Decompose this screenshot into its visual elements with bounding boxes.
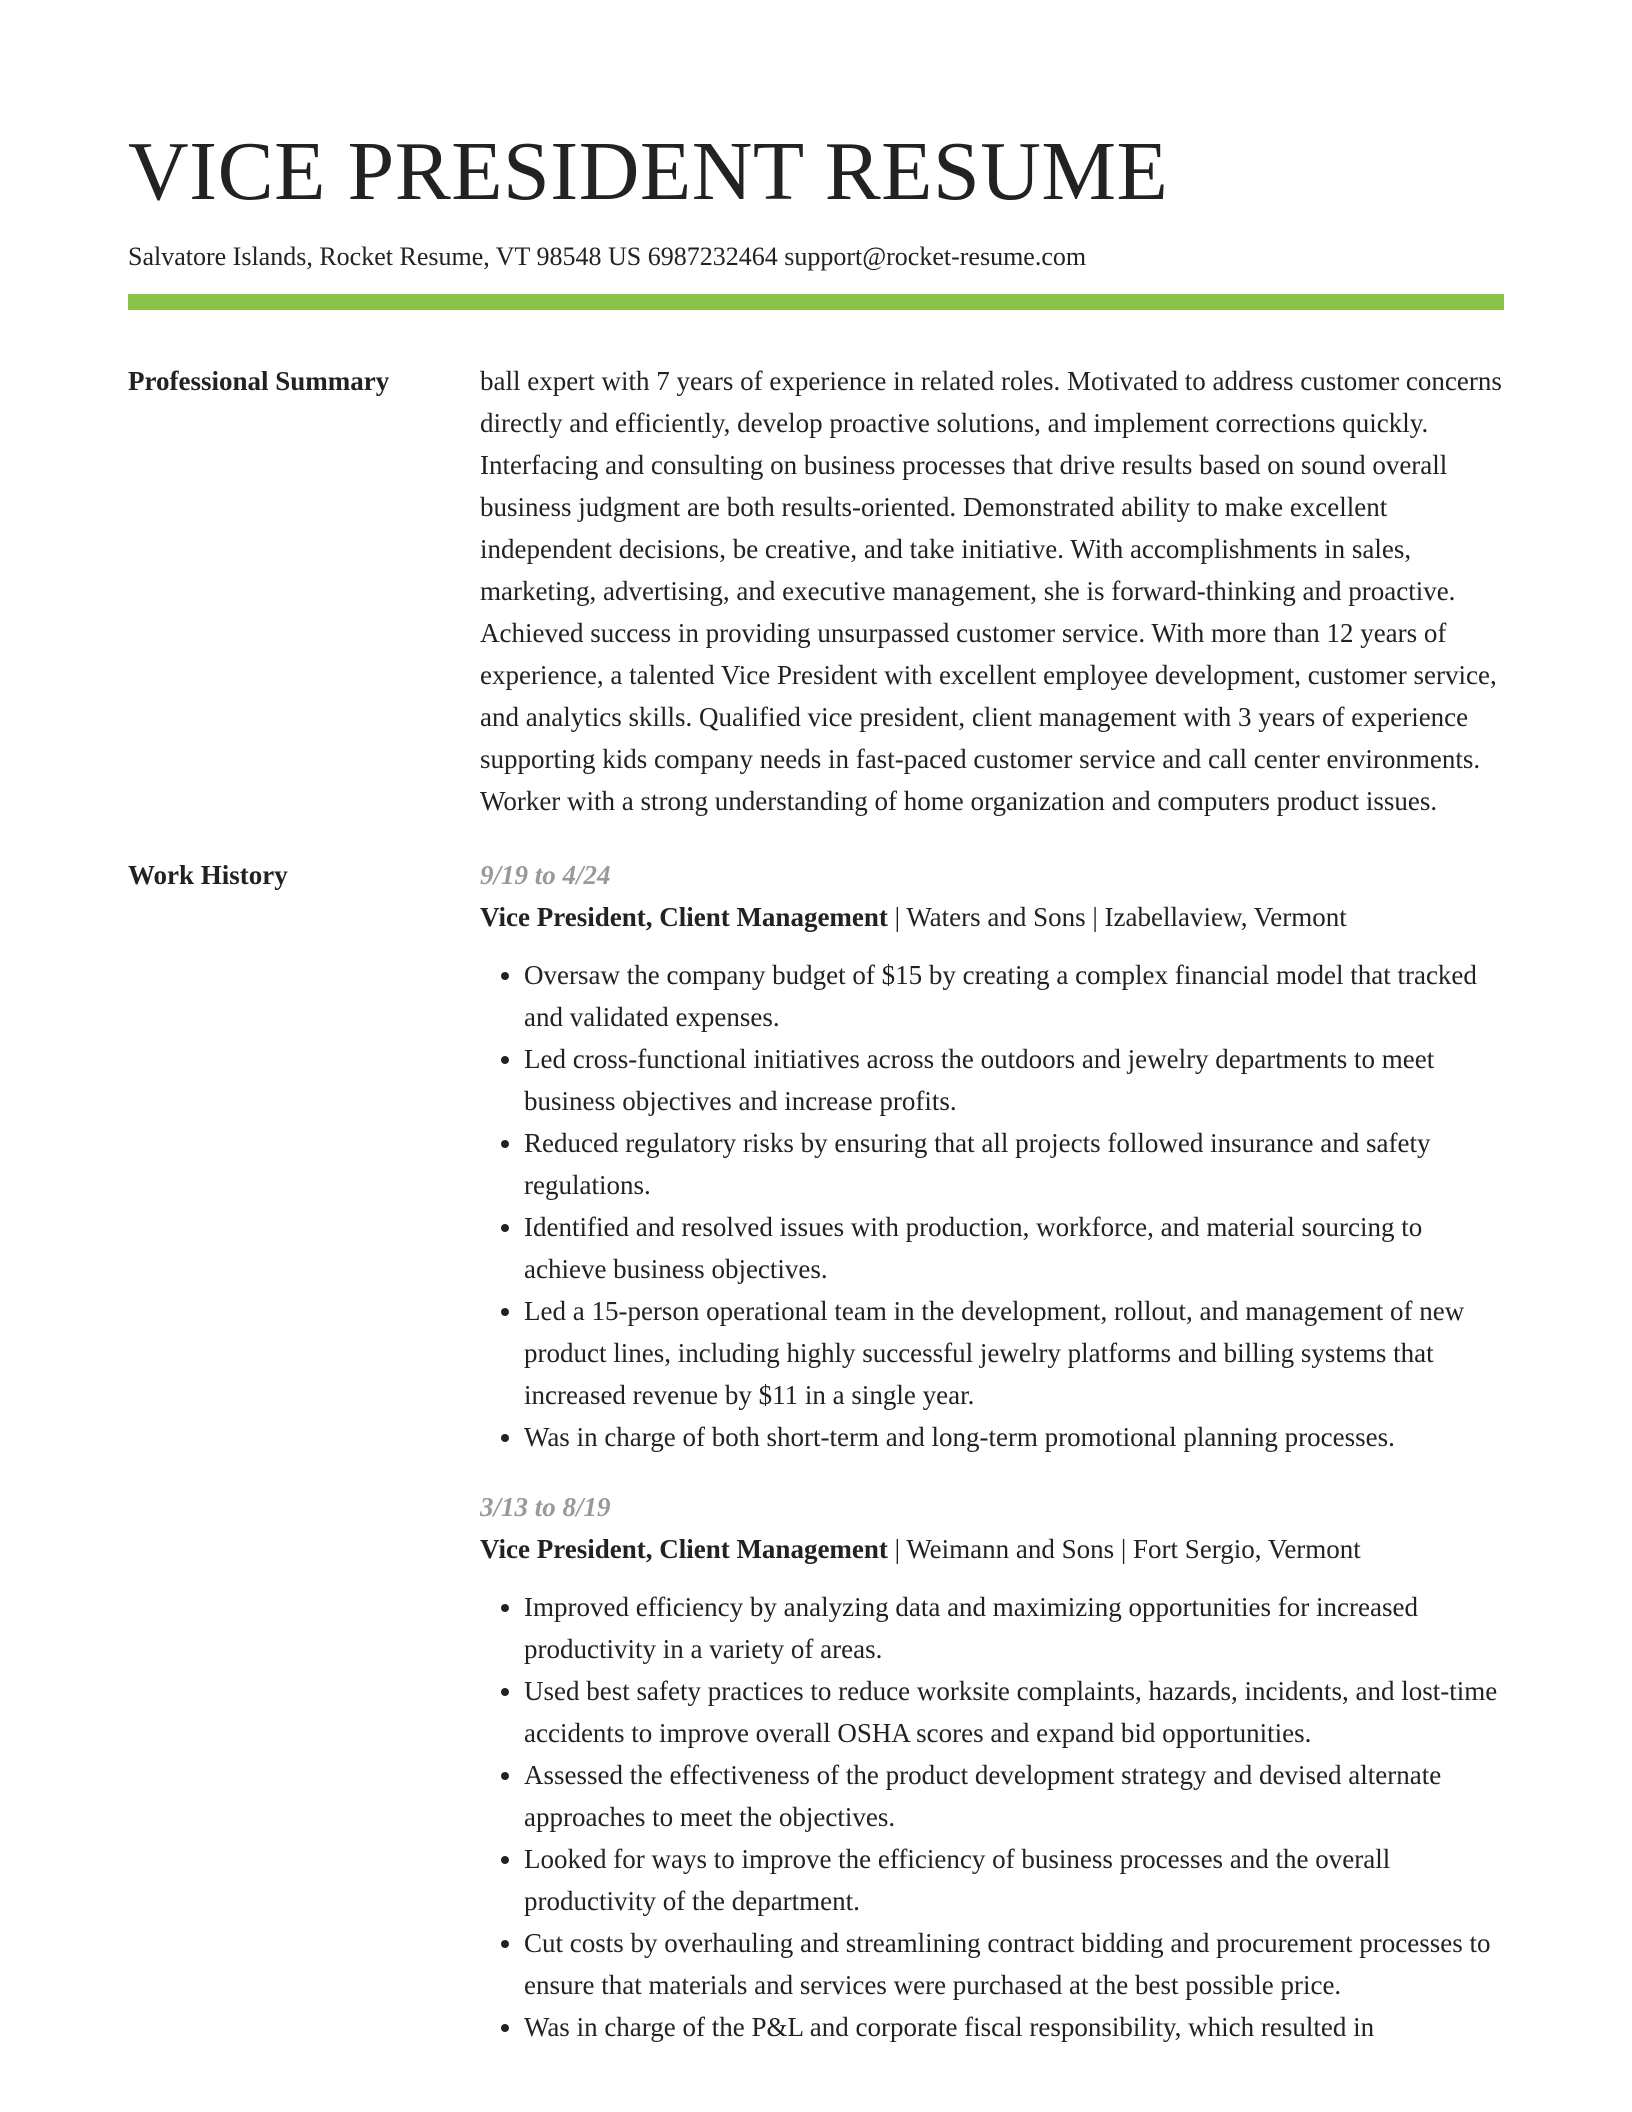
contact-line: Salvatore Islands, Rocket Resume, VT 98548 US 6987232464 support@rocket-resume.com — [128, 242, 1087, 271]
job-heading — [480, 896, 1504, 938]
job-bullet: • Looked for ways to improve the efficiency of business processes and the overall productivity of the department. — [524, 1838, 1504, 1922]
job-bullet: • Cut costs by overhauling and streamlining contract bidding and procurement processes to ensure that materials and services were purchased at the best possible price. — [524, 1922, 1504, 2006]
resume-title: VICE PRESIDENT RESUME — [128, 125, 1169, 218]
job-company-location: | Waters and Sons | Izabellaview, Vermont — [887, 902, 1347, 932]
job-title: Vice President, Client Management — [480, 1534, 888, 1564]
job-bullet: • Assessed the effectiveness of the product development strategy and devised alternate approaches to meet the objectives. — [524, 1754, 1504, 1838]
job-bullet: • Was in charge of the P&L and corporate fiscal responsibility, which resulted in — [524, 2006, 1504, 2048]
job-title: Vice President, Client Management — [480, 902, 888, 932]
job-bullet: • Led a 15-person operational team in the development, rollout, and management of new product lines, including highly successful jewelry platforms and billing systems that increased revenue by $11 in a single year. — [524, 1290, 1504, 1416]
section-label-work-history: Work History — [128, 860, 288, 890]
job-bullet: • Was in charge of both short-term and long-term promotional planning processes. — [524, 1416, 1504, 1458]
job-bullet: • Improved efficiency by analyzing data and maximizing opportunities for increased productivity in a variety of areas. — [524, 1586, 1504, 1670]
job-dates: 9/19 to 4/24 — [480, 860, 611, 890]
summary-text: ball expert with 7 years of experience in related roles. Motivated to address customer concerns directly and efficiently, develop proactive solutions, and implement corrections quickly. Interfacing and consulting on business processes that drive results based on sound overall business judgment are both results-oriented. Demonstrated ability to make excellent independent decisions, be creative, and take initiative. With accomplishments in sales, marketing, advertising, and executive management, she is forward-thinking and proactive. Achieved success in providing unsurpassed customer service. With more than 12 years of experience, a talented Vice President with excellent employee development, customer service, and analytics skills. Qualified vice president, client management with 3 years of experience supporting kids company needs in fast-paced customer service and call center environments. Worker with a strong understanding of home organization and computers product issues. — [480, 366, 1502, 816]
job-heading — [480, 1528, 1504, 1570]
job-bullet: • Led cross-functional initiatives across the outdoors and jewelry departments to meet business objectives and increase profits. — [524, 1038, 1504, 1122]
resume-page — [128, 0, 1504, 2048]
job-bullets — [480, 954, 1504, 1458]
job-bullet: • Used best safety practices to reduce worksite complaints, hazards, incidents, and lost-time accidents to improve overall OSHA scores and expand bid opportunities. — [524, 1670, 1504, 1754]
job-dates: 3/13 to 8/19 — [480, 1492, 611, 1522]
summary-body — [480, 360, 1504, 822]
work-history-body — [480, 854, 1504, 2048]
job-bullet: • Oversaw the company budget of $15 by creating a complex financial model that tracked and validated expenses. — [524, 954, 1504, 1038]
section-label-summary: Professional Summary — [128, 366, 390, 396]
work-history-section — [128, 854, 1504, 2048]
professional-summary-section — [128, 360, 1504, 822]
job-entry — [480, 1486, 1504, 2048]
job-company-location: | Weimann and Sons | Fort Sergio, Vermont — [887, 1534, 1361, 1564]
job-bullets — [480, 1586, 1504, 2048]
job-bullet: • Identified and resolved issues with production, workforce, and material sourcing to achieve business objectives. — [524, 1206, 1504, 1290]
job-entry — [480, 854, 1504, 1458]
accent-divider — [128, 294, 1504, 310]
job-bullet: • Reduced regulatory risks by ensuring that all projects followed insurance and safety regulations. — [524, 1122, 1504, 1206]
